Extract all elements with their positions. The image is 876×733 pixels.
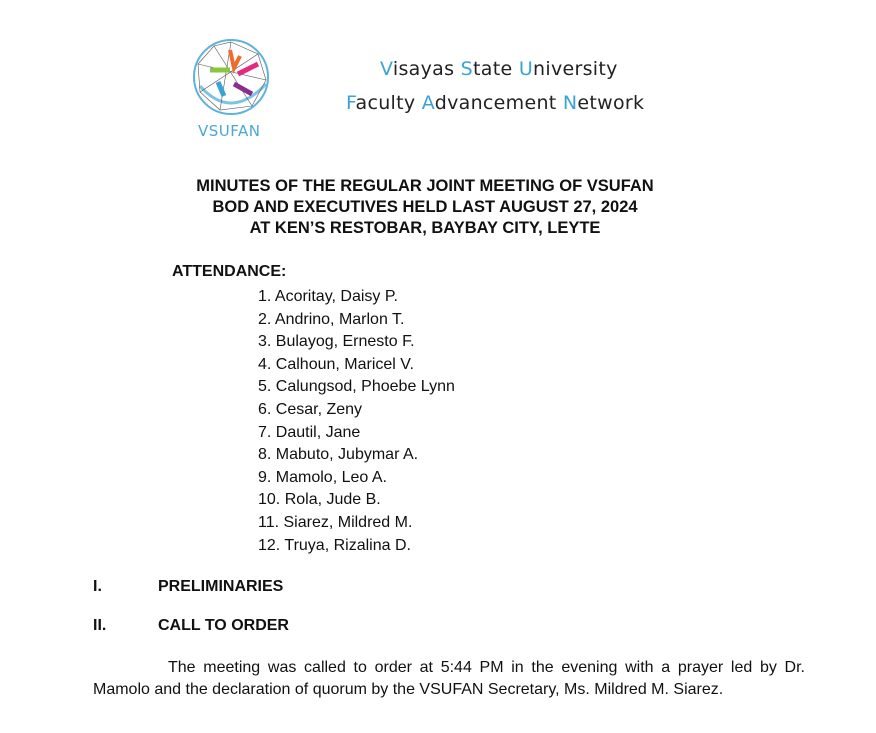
attendee: 12. Truya, Rizalina D. bbox=[258, 536, 411, 554]
attendee: 11. Siarez, Mildred M. bbox=[258, 513, 413, 531]
initial-letter: S bbox=[460, 58, 474, 80]
attendee: 1. Acoritay, Daisy P. bbox=[258, 288, 398, 305]
word-rest: etwork bbox=[577, 92, 645, 114]
attendance-heading: ATTENDANCE: bbox=[172, 263, 287, 280]
word-rest: isayas bbox=[392, 58, 455, 80]
vsufan-logo bbox=[190, 36, 272, 118]
word-rest: niversity bbox=[533, 58, 618, 80]
section-number: II. bbox=[93, 617, 107, 634]
attendee: 8. Mabuto, Jubymar A. bbox=[258, 446, 419, 464]
attendee: 3. Bulayog, Ernesto F. bbox=[258, 333, 415, 351]
section-number: I. bbox=[93, 578, 102, 595]
document-title-line-1: MINUTES OF THE REGULAR JOINT MEETING OF VSUFAN bbox=[196, 177, 654, 195]
initial-letter: A bbox=[421, 92, 435, 114]
attendee: 2. Andrino, Marlon T. bbox=[258, 310, 405, 328]
word-rest: dvancement bbox=[434, 92, 557, 114]
initial-letter: U bbox=[518, 58, 534, 80]
network-name bbox=[346, 92, 644, 114]
attendee: 4. Calhoun, Maricel V. bbox=[258, 355, 414, 373]
document-title-line-2: BOD AND EXECUTIVES HELD LAST AUGUST 27, 2024 bbox=[212, 198, 638, 216]
initial-letter: N bbox=[562, 92, 578, 114]
initial-letter: V bbox=[380, 58, 393, 80]
attendance-list bbox=[258, 286, 455, 557]
word-rest: aculty bbox=[355, 92, 416, 114]
university-name bbox=[380, 58, 618, 80]
initial-letter: F bbox=[346, 92, 356, 114]
document-title-line-3: AT KEN’S RESTOBAR, BAYBAY CITY, LEYTE bbox=[249, 219, 601, 237]
attendee: 10. Rola, Jude B. bbox=[258, 491, 381, 509]
attendee: 6. Cesar, Zeny bbox=[258, 400, 363, 418]
logo-text: VSUFAN bbox=[198, 122, 261, 140]
call-to-order-paragraph: The meeting was called to order at 5:44 PM in the evening with a prayer led by Dr. Mamolo and the declaration of quorum by the VSUFAN Secretary, Ms. Mildred M. Siarez. bbox=[93, 659, 805, 698]
attendee: 9. Mamolo, Leo A. bbox=[258, 468, 387, 486]
attendee: 7. Dautil, Jane bbox=[258, 423, 361, 441]
word-rest: tate bbox=[473, 58, 513, 80]
section-title-preliminaries: PRELIMINARIES bbox=[158, 578, 284, 595]
attendee: 5. Calungsod, Phoebe Lynn bbox=[258, 378, 455, 396]
section-title-call-to-order: CALL TO ORDER bbox=[158, 617, 289, 634]
